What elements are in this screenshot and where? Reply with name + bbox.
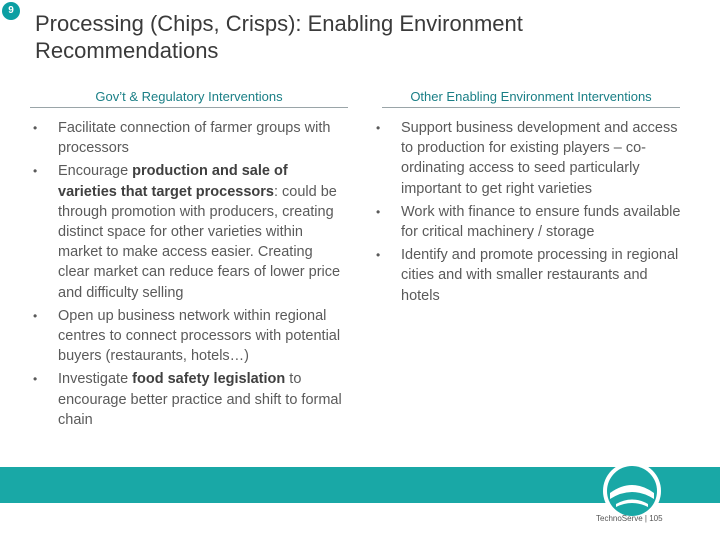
right-column-divider xyxy=(382,107,680,108)
bullet-icon: • xyxy=(33,372,38,387)
bullet-item xyxy=(373,118,688,199)
bullet-text: : could be through promotion with producers, creating distinct space for other varieties within market to make access easier. Creating clear market can reduce fears of lower price and difficulty selling xyxy=(58,183,341,301)
bullet-icon: • xyxy=(376,204,381,219)
bullet-text: to encourage better practice and shift to formal chain xyxy=(58,371,342,428)
bullet-text: Open up business network within regional centres to connect processors with potential buyers (restaurants, hotels…) xyxy=(58,307,341,365)
bullet-item xyxy=(30,306,345,367)
bullet-text: Investigate xyxy=(58,371,133,388)
slide-number-badge: 9 xyxy=(2,2,20,20)
bullet-icon: • xyxy=(33,308,38,323)
bullet-icon: • xyxy=(376,121,381,135)
footer-text: TechnoServe | 105 xyxy=(596,514,663,523)
technoserve-logo-icon xyxy=(592,455,672,517)
right-bullet-list xyxy=(373,118,688,309)
left-column-heading: Gov’t & Regulatory Interventions xyxy=(95,89,283,104)
bullet-text: Facilitate connection of farmer groups with processors xyxy=(58,120,331,157)
bullet-item xyxy=(30,161,345,302)
bullet-icon: • xyxy=(33,121,38,135)
right-column-heading: Other Enabling Environment Interventions xyxy=(410,89,652,104)
bullet-text: Support business development and access to production for existing players – co-ordinating access to seed particularly important to get right varieties xyxy=(401,120,678,197)
left-bullet-list xyxy=(30,118,345,433)
bullet-text: Identify and promote processing in regional cities and with smaller restaurants and hotels xyxy=(401,247,679,304)
bullet-icon: • xyxy=(33,164,38,179)
bullet-icon: • xyxy=(376,248,381,263)
bullet-item xyxy=(373,202,688,242)
bullet-item xyxy=(373,245,688,306)
bullet-text: Encourage xyxy=(58,163,133,180)
bullet-text: Work with finance to ensure funds available for critical machinery / storage xyxy=(401,203,681,241)
bullet-emphasis: production and sale of varieties that target processors xyxy=(58,163,288,200)
bullet-emphasis: food safety legislation xyxy=(132,371,286,388)
bullet-item xyxy=(30,369,345,430)
left-column-divider xyxy=(30,107,348,108)
slide-title: Processing (Chips, Crisps): Enabling Environment Recommendations xyxy=(35,11,523,63)
bullet-item xyxy=(30,118,345,158)
